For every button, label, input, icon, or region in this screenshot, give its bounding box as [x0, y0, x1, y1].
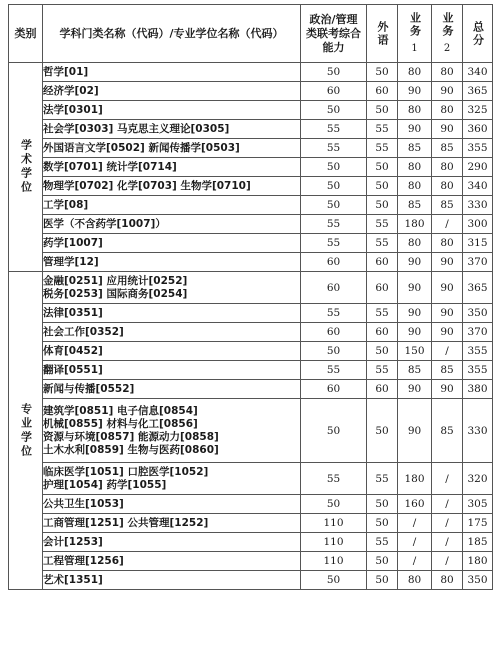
- subject-cell: [43, 533, 301, 552]
- subject-cell: [43, 514, 301, 533]
- total-score-cell: 355: [463, 139, 493, 158]
- subject-cell: [43, 158, 301, 177]
- foreign-score-cell: 55: [367, 120, 398, 139]
- table-row: [9, 234, 493, 253]
- table-row: [9, 399, 493, 463]
- biz2-score-cell: 90: [432, 304, 463, 323]
- total-score-cell: 365: [463, 82, 493, 101]
- politics-score-cell: 50: [301, 571, 367, 590]
- biz1-score-cell: 180: [398, 215, 432, 234]
- biz1-score-cell: 85: [398, 361, 432, 380]
- subject-line: 护理[1054] 药学[1055]: [43, 478, 167, 491]
- foreign-score-cell: 60: [367, 380, 398, 399]
- foreign-score-cell: 50: [367, 514, 398, 533]
- biz1-score-cell: 90: [398, 323, 432, 342]
- biz1-score-cell: 80: [398, 234, 432, 253]
- total-score-cell: 370: [463, 253, 493, 272]
- foreign-score-cell: 60: [367, 323, 398, 342]
- politics-score-cell: 110: [301, 552, 367, 571]
- subject-line: 体育[0452]: [43, 344, 103, 357]
- politics-score-cell: 50: [301, 63, 367, 82]
- subject-cell: [43, 234, 301, 253]
- politics-score-cell: 60: [301, 323, 367, 342]
- header-subject: 学科门类名称（代码）/专业学位名称（代码）: [43, 5, 301, 63]
- subject-line: 物理学[0702] 化学[0703] 生物学[0710]: [43, 179, 251, 192]
- total-score-cell: 175: [463, 514, 493, 533]
- biz2-score-cell: 80: [432, 571, 463, 590]
- table-row: [9, 342, 493, 361]
- table-row: [9, 177, 493, 196]
- total-score-cell: 355: [463, 342, 493, 361]
- politics-score-cell: 55: [301, 215, 367, 234]
- politics-score-cell: 50: [301, 158, 367, 177]
- total-score-cell: 330: [463, 196, 493, 215]
- politics-score-cell: 50: [301, 495, 367, 514]
- subject-line: 社会工作[0352]: [43, 325, 124, 338]
- biz2-score-cell: /: [432, 495, 463, 514]
- biz2-score-cell: 80: [432, 177, 463, 196]
- politics-score-cell: 110: [301, 533, 367, 552]
- total-score-cell: 300: [463, 215, 493, 234]
- score-table-container: [8, 4, 492, 590]
- biz2-score-cell: 85: [432, 399, 463, 463]
- biz2-score-cell: 85: [432, 361, 463, 380]
- subject-line: 外国语言文学[0502] 新闻传播学[0503]: [43, 141, 240, 154]
- subject-cell: [43, 571, 301, 590]
- table-row: [9, 323, 493, 342]
- biz1-score-cell: 80: [398, 158, 432, 177]
- foreign-score-cell: 55: [367, 215, 398, 234]
- biz1-score-cell: 90: [398, 399, 432, 463]
- table-row: [9, 272, 493, 304]
- table-row: [9, 533, 493, 552]
- table-row: [9, 101, 493, 120]
- politics-score-cell: 50: [301, 177, 367, 196]
- biz1-score-cell: 85: [398, 196, 432, 215]
- foreign-score-cell: 60: [367, 82, 398, 101]
- subject-line: 社会学[0303] 马克思主义理论[0305]: [43, 122, 230, 135]
- biz2-score-cell: 80: [432, 234, 463, 253]
- subject-line: 临床医学[1051] 口腔医学[1052]: [43, 465, 209, 478]
- subject-line: 经济学[02]: [43, 84, 99, 97]
- total-score-cell: 320: [463, 463, 493, 495]
- subject-cell: [43, 101, 301, 120]
- politics-score-cell: 55: [301, 304, 367, 323]
- biz2-score-cell: /: [432, 514, 463, 533]
- header-biz1-num: 1: [411, 42, 418, 54]
- subject-line: 土木水利[0859] 生物与医药[0860]: [43, 443, 219, 456]
- subject-line: 法学[0301]: [43, 103, 103, 116]
- biz1-score-cell: /: [398, 552, 432, 571]
- politics-score-cell: 55: [301, 120, 367, 139]
- header-category: 类别: [9, 5, 43, 63]
- subject-cell: [43, 552, 301, 571]
- total-score-cell: 340: [463, 63, 493, 82]
- biz2-score-cell: /: [432, 215, 463, 234]
- table-row: [9, 82, 493, 101]
- subject-cell: [43, 399, 301, 463]
- subject-cell: [43, 463, 301, 495]
- total-score-cell: 380: [463, 380, 493, 399]
- foreign-score-cell: 50: [367, 571, 398, 590]
- subject-line: 公共卫生[1053]: [43, 497, 124, 510]
- foreign-score-cell: 50: [367, 101, 398, 120]
- biz2-score-cell: 90: [432, 82, 463, 101]
- table-row: [9, 571, 493, 590]
- subject-cell: [43, 380, 301, 399]
- subject-cell: [43, 323, 301, 342]
- subject-line: 建筑学[0851] 电子信息[0854]: [43, 404, 198, 417]
- subject-cell: [43, 342, 301, 361]
- foreign-score-cell: 50: [367, 552, 398, 571]
- header-biz1: [398, 5, 432, 63]
- biz2-score-cell: /: [432, 342, 463, 361]
- foreign-score-cell: 55: [367, 139, 398, 158]
- foreign-score-cell: 55: [367, 361, 398, 380]
- politics-score-cell: 50: [301, 101, 367, 120]
- politics-score-cell: 110: [301, 514, 367, 533]
- politics-score-cell: 55: [301, 234, 367, 253]
- biz2-score-cell: 90: [432, 272, 463, 304]
- foreign-score-cell: 50: [367, 399, 398, 463]
- table-row: [9, 463, 493, 495]
- subject-line: 工商管理[1251] 公共管理[1252]: [43, 516, 209, 529]
- biz1-score-cell: 180: [398, 463, 432, 495]
- table-row: [9, 196, 493, 215]
- biz2-score-cell: 90: [432, 253, 463, 272]
- table-row: [9, 552, 493, 571]
- politics-score-cell: 50: [301, 399, 367, 463]
- biz1-score-cell: 80: [398, 177, 432, 196]
- politics-score-cell: 60: [301, 253, 367, 272]
- politics-score-cell: 55: [301, 361, 367, 380]
- biz2-score-cell: /: [432, 552, 463, 571]
- total-score-cell: 325: [463, 101, 493, 120]
- table-row: [9, 253, 493, 272]
- politics-score-cell: 60: [301, 380, 367, 399]
- biz1-score-cell: 160: [398, 495, 432, 514]
- header-foreign: 外语: [367, 5, 398, 63]
- foreign-score-cell: 50: [367, 177, 398, 196]
- subject-line: 税务[0253] 国际商务[0254]: [43, 287, 188, 300]
- total-score-cell: 370: [463, 323, 493, 342]
- table-row: [9, 304, 493, 323]
- biz1-score-cell: 90: [398, 120, 432, 139]
- foreign-score-cell: 50: [367, 495, 398, 514]
- subject-line: 艺术[1351]: [43, 573, 103, 586]
- total-score-cell: 185: [463, 533, 493, 552]
- subject-cell: [43, 304, 301, 323]
- biz2-score-cell: 80: [432, 63, 463, 82]
- foreign-score-cell: 50: [367, 342, 398, 361]
- biz2-score-cell: 80: [432, 158, 463, 177]
- total-score-cell: 350: [463, 304, 493, 323]
- subject-line: 翻译[0551]: [43, 363, 103, 376]
- table-row: [9, 215, 493, 234]
- biz2-score-cell: /: [432, 533, 463, 552]
- score-table-body: [9, 63, 493, 590]
- foreign-score-cell: 55: [367, 463, 398, 495]
- table-row: [9, 361, 493, 380]
- table-row: [9, 120, 493, 139]
- biz2-score-cell: /: [432, 463, 463, 495]
- table-row: [9, 139, 493, 158]
- politics-score-cell: 60: [301, 272, 367, 304]
- header-politics: 政治/管理类联考综合能力: [301, 5, 367, 63]
- table-row: [9, 514, 493, 533]
- foreign-score-cell: 50: [367, 63, 398, 82]
- subject-line: 数学[0701] 统计学[0714]: [43, 160, 177, 173]
- politics-score-cell: 55: [301, 463, 367, 495]
- subject-line: 管理学[12]: [43, 255, 99, 268]
- biz1-score-cell: 90: [398, 380, 432, 399]
- subject-cell: [43, 177, 301, 196]
- total-score-cell: 290: [463, 158, 493, 177]
- total-score-cell: 340: [463, 177, 493, 196]
- header-biz2-label: 业务: [441, 11, 454, 38]
- foreign-score-cell: 55: [367, 533, 398, 552]
- subject-cell: [43, 120, 301, 139]
- subject-line: 法律[0351]: [43, 306, 103, 319]
- total-score-cell: 350: [463, 571, 493, 590]
- biz1-score-cell: 80: [398, 571, 432, 590]
- subject-line: 药学[1007]: [43, 236, 103, 249]
- subject-cell: [43, 253, 301, 272]
- subject-line: 工学[08]: [43, 198, 89, 211]
- foreign-score-cell: 60: [367, 272, 398, 304]
- total-score-cell: 180: [463, 552, 493, 571]
- subject-line: 医学（不含药学[1007]）: [43, 217, 166, 230]
- subject-line: 金融[0251] 应用统计[0252]: [43, 274, 188, 287]
- biz1-score-cell: 90: [398, 272, 432, 304]
- category-cell: 学术学位: [9, 63, 43, 272]
- biz2-score-cell: 90: [432, 380, 463, 399]
- politics-score-cell: 55: [301, 139, 367, 158]
- subject-line: 资源与环境[0857] 能源动力[0858]: [43, 430, 219, 443]
- subject-cell: [43, 139, 301, 158]
- table-row: [9, 158, 493, 177]
- biz1-score-cell: 85: [398, 139, 432, 158]
- subject-cell: [43, 82, 301, 101]
- subject-cell: [43, 361, 301, 380]
- biz1-score-cell: 90: [398, 304, 432, 323]
- biz2-score-cell: 80: [432, 101, 463, 120]
- subject-line: 工程管理[1256]: [43, 554, 124, 567]
- biz2-score-cell: 85: [432, 139, 463, 158]
- total-score-cell: 360: [463, 120, 493, 139]
- politics-score-cell: 50: [301, 196, 367, 215]
- table-row: [9, 495, 493, 514]
- biz1-score-cell: /: [398, 514, 432, 533]
- total-score-cell: 355: [463, 361, 493, 380]
- subject-cell: [43, 495, 301, 514]
- biz2-score-cell: 90: [432, 323, 463, 342]
- biz2-score-cell: 85: [432, 196, 463, 215]
- subject-cell: [43, 272, 301, 304]
- subject-line: 哲学[01]: [43, 65, 89, 78]
- header-biz1-label: 业务: [408, 11, 422, 38]
- score-table: [8, 4, 493, 590]
- total-score-cell: 330: [463, 399, 493, 463]
- total-score-cell: 365: [463, 272, 493, 304]
- subject-line: 新闻与传播[0552]: [43, 382, 135, 395]
- biz1-score-cell: 90: [398, 253, 432, 272]
- table-row: [9, 63, 493, 82]
- foreign-score-cell: 55: [367, 234, 398, 253]
- foreign-score-cell: 50: [367, 158, 398, 177]
- biz2-score-cell: 90: [432, 120, 463, 139]
- politics-score-cell: 60: [301, 82, 367, 101]
- subject-cell: [43, 63, 301, 82]
- header-row: [9, 5, 493, 63]
- biz1-score-cell: /: [398, 533, 432, 552]
- header-total: 总分: [463, 5, 493, 63]
- biz1-score-cell: 90: [398, 82, 432, 101]
- header-biz2-num: 2: [443, 42, 451, 54]
- foreign-score-cell: 50: [367, 196, 398, 215]
- biz1-score-cell: 80: [398, 101, 432, 120]
- total-score-cell: 315: [463, 234, 493, 253]
- politics-score-cell: 50: [301, 342, 367, 361]
- biz1-score-cell: 150: [398, 342, 432, 361]
- subject-cell: [43, 196, 301, 215]
- subject-line: 会计[1253]: [43, 535, 103, 548]
- subject-cell: [43, 215, 301, 234]
- category-cell: 专业学位: [9, 272, 43, 590]
- biz1-score-cell: 80: [398, 63, 432, 82]
- subject-line: 机械[0855] 材料与化工[0856]: [43, 417, 198, 430]
- total-score-cell: 305: [463, 495, 493, 514]
- header-biz2: [432, 5, 463, 63]
- foreign-score-cell: 60: [367, 253, 398, 272]
- foreign-score-cell: 55: [367, 304, 398, 323]
- table-row: [9, 380, 493, 399]
